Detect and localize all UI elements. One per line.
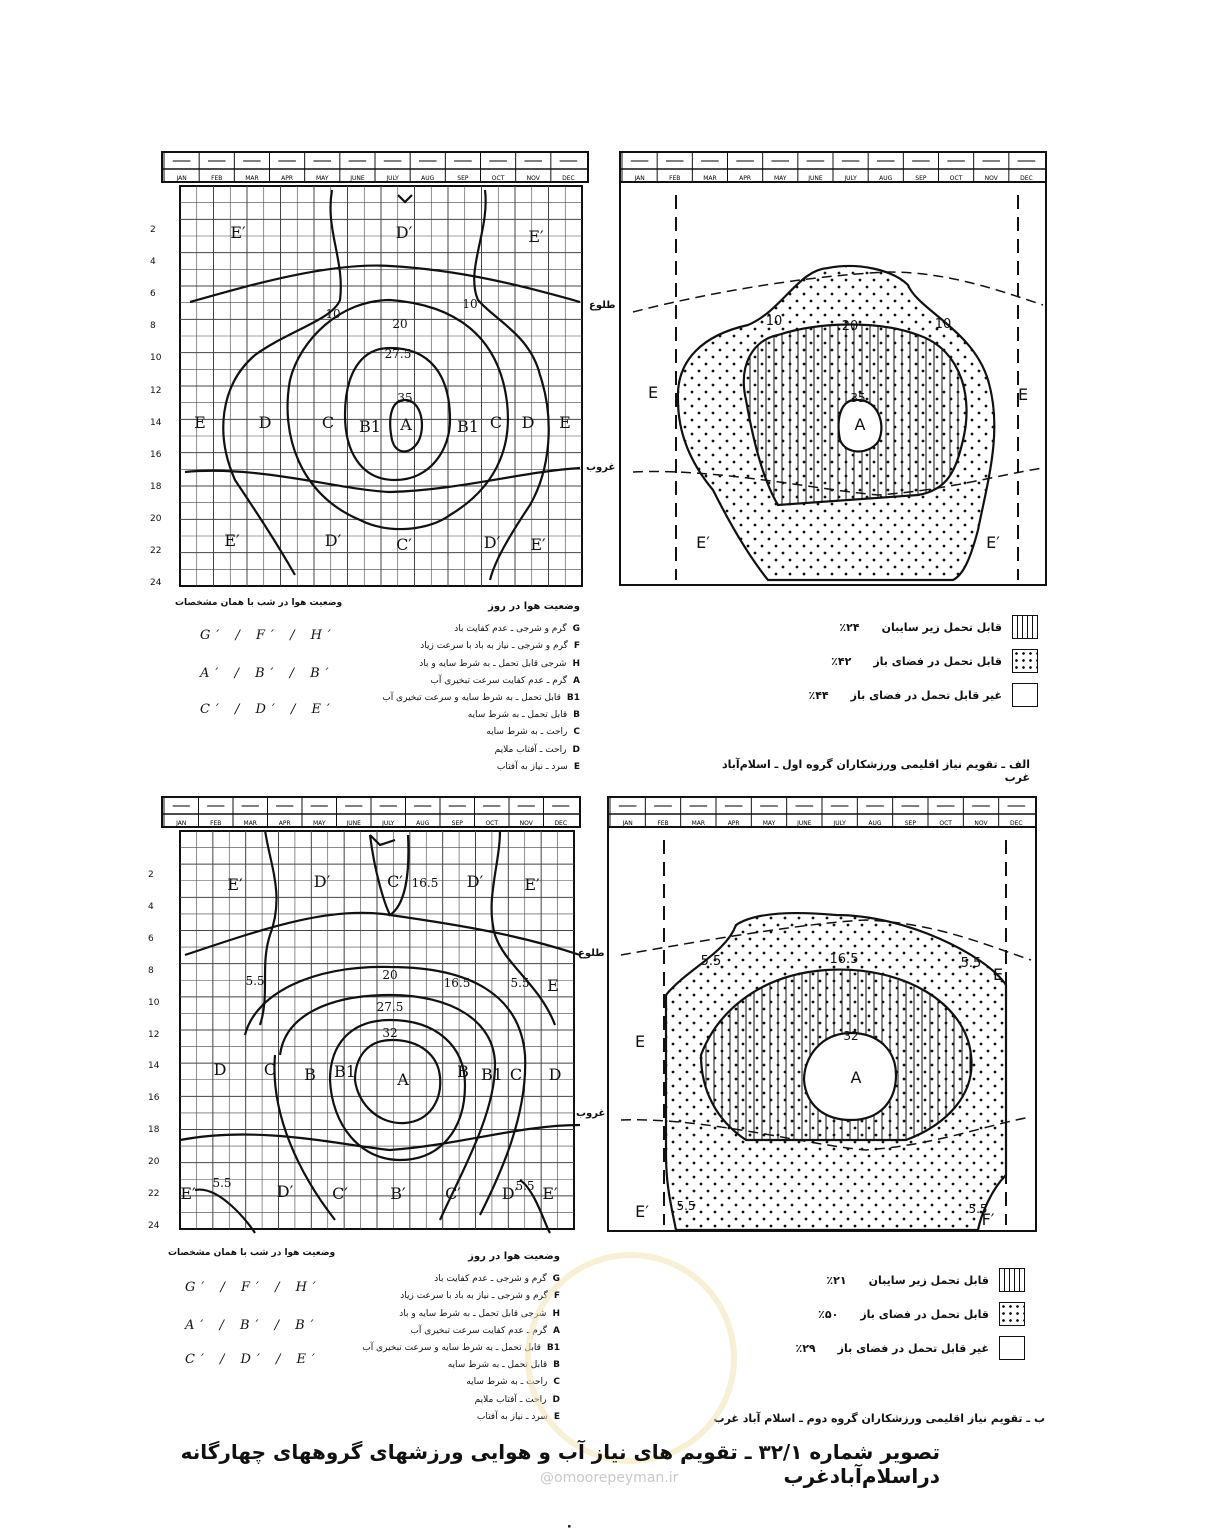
y-tick-label: 10 bbox=[148, 997, 160, 1008]
zone-label: A bbox=[397, 1070, 409, 1089]
contour-value: 5.5 bbox=[676, 1199, 696, 1213]
legend-text: قابل تحمل ـ به شرط سایه bbox=[447, 1360, 548, 1371]
sunset-label: غروب bbox=[576, 1108, 606, 1119]
contour-value: 16.5 bbox=[443, 976, 471, 990]
night-row-2: A′ / B′ / B′ bbox=[200, 666, 335, 681]
month-label: AUG bbox=[421, 175, 435, 182]
y-tick-label: 22 bbox=[148, 1189, 160, 1200]
sunrise-label: طلوع bbox=[578, 948, 605, 959]
page-number: ۰ bbox=[565, 1518, 574, 1534]
legend-code: B1 bbox=[546, 1343, 560, 1354]
key-swatch-vertical-lines bbox=[1012, 615, 1038, 639]
contour-value: 5.5 bbox=[700, 954, 722, 969]
month-label: FEB bbox=[210, 820, 222, 827]
section-caption: الف ـ تقویم نیاز اقلیمی ورزشکاران گروه اول ـ اسلام‌آباد غرب bbox=[722, 758, 1030, 784]
key-label: غیر قابل تحمل در فضای باز bbox=[837, 1341, 989, 1355]
night-row-2: A′ / B′ / B′ bbox=[185, 1318, 320, 1333]
y-tick-label: 18 bbox=[150, 481, 162, 492]
month-label: JULY bbox=[844, 175, 857, 182]
zone-label: C′ bbox=[445, 1184, 461, 1203]
day-legend-item bbox=[370, 621, 580, 638]
day-legend-item bbox=[370, 759, 580, 776]
legend-code: H bbox=[552, 1308, 560, 1319]
contour-line bbox=[190, 266, 580, 302]
y-tick-label: 24 bbox=[150, 578, 162, 588]
day-legend-item bbox=[370, 690, 580, 707]
zone-label: D′ bbox=[276, 1182, 294, 1201]
legend-code: E bbox=[573, 761, 580, 772]
y-tick-label: 4 bbox=[150, 257, 156, 268]
legend-text: راحت ـ به شرط سایه bbox=[486, 727, 568, 738]
zone-label: F′ bbox=[981, 1210, 995, 1229]
y-tick-label: 8 bbox=[148, 965, 154, 976]
zone-label: D′ bbox=[395, 223, 413, 242]
day-legend-header: وضعیت هوا در روز bbox=[468, 1251, 560, 1262]
contour-line bbox=[370, 835, 395, 845]
contour-value: 20 bbox=[841, 319, 859, 334]
key-label: غیر قابل تحمل در فضای باز bbox=[850, 688, 1002, 702]
zone-label: B1 bbox=[457, 417, 479, 436]
contour-line bbox=[185, 913, 580, 955]
month-label: JAN bbox=[176, 175, 187, 182]
day-legend bbox=[370, 598, 580, 776]
legend-text: گرم ـ عدم کفایت سرعت تبخیری آب bbox=[430, 675, 568, 686]
legend-text: راحت ـ آفتاب ملایم bbox=[494, 744, 567, 755]
month-label: FEB bbox=[669, 175, 681, 182]
legend-code: G bbox=[552, 1274, 560, 1285]
legend-text: گرم و شرجی ـ عدم کفایت باد bbox=[454, 624, 567, 635]
day-legend-item bbox=[370, 673, 580, 690]
y-axis-ticks-alef bbox=[150, 205, 170, 590]
contour-value: 5.5 bbox=[960, 956, 982, 971]
zone-label: D bbox=[213, 1060, 227, 1079]
sunset-label: غروب bbox=[586, 462, 616, 473]
day-legend-item bbox=[345, 1409, 560, 1426]
key-percent: ٪۵۰ bbox=[818, 1307, 839, 1321]
month-label: FEB bbox=[211, 175, 223, 182]
zone-label: A bbox=[400, 415, 412, 434]
contour-value: 5.5 bbox=[212, 1176, 232, 1190]
zone-label: B bbox=[457, 1062, 469, 1081]
zone-label: D′ bbox=[313, 872, 331, 891]
legend-text: شرجی قابل تحمل ـ به شرط سایه و باد bbox=[399, 1308, 547, 1319]
key-row bbox=[808, 649, 1038, 673]
key-swatch-vertical-lines bbox=[999, 1268, 1025, 1292]
zone-label: D bbox=[258, 413, 272, 432]
contour-value: 10 bbox=[934, 317, 952, 332]
key-percent: ٪۴۲ bbox=[831, 654, 852, 668]
zone-label: E′ bbox=[986, 533, 1000, 552]
contour-value: 20 bbox=[382, 968, 398, 982]
zone-label: E bbox=[194, 413, 206, 432]
month-label: MAR bbox=[245, 175, 259, 182]
y-tick-label: 14 bbox=[148, 1061, 160, 1072]
month-label: NOV bbox=[974, 820, 988, 827]
zone-label: E bbox=[647, 383, 659, 402]
y-tick-label: 16 bbox=[150, 449, 162, 460]
zone-label: E′ bbox=[530, 535, 546, 554]
day-legend-item bbox=[345, 1306, 560, 1323]
legend-code: G bbox=[572, 624, 580, 635]
day-legend-header: وضعیت هوا در روز bbox=[488, 601, 580, 612]
month-label: DEC bbox=[554, 820, 568, 827]
legend-code: F bbox=[573, 641, 580, 652]
legend-text: شرجی قابل تحمل ـ به شرط سایه و باد bbox=[419, 658, 567, 669]
contour-value: 5.5 bbox=[515, 1179, 535, 1193]
key-row bbox=[795, 1268, 1025, 1292]
zone-label: D bbox=[521, 413, 535, 432]
zone-label: C bbox=[489, 413, 503, 432]
month-label: JUNE bbox=[808, 175, 823, 182]
legend-text: گرم ـ عدم کفایت سرعت تبخیری آب bbox=[410, 1325, 548, 1336]
zone-label: C′ bbox=[396, 535, 412, 554]
contour-line bbox=[398, 195, 412, 202]
contour-value: 35 bbox=[397, 391, 413, 405]
month-label: JAN bbox=[176, 820, 187, 827]
zone-label: E′ bbox=[224, 531, 240, 550]
month-label: SEP bbox=[904, 820, 916, 827]
right-pattern-chart-be bbox=[606, 795, 1038, 1235]
day-legend-item bbox=[345, 1288, 560, 1305]
zone-label: D′ bbox=[324, 531, 342, 550]
month-label: SEP bbox=[915, 175, 927, 182]
key-row bbox=[795, 1302, 1025, 1326]
night-row-1: G′ / F′ / H′ bbox=[185, 1280, 322, 1295]
legend-code: H bbox=[572, 658, 580, 669]
month-label: DEC bbox=[1020, 175, 1033, 182]
month-label: APR bbox=[739, 175, 752, 182]
key-percent: ٪۲۹ bbox=[795, 1341, 816, 1355]
month-label: JULY bbox=[382, 820, 395, 827]
month-label: FEB bbox=[657, 820, 669, 827]
contour-line bbox=[474, 190, 549, 580]
month-label: JAN bbox=[634, 175, 645, 182]
legend-code: D bbox=[552, 1394, 560, 1405]
contour-value: 32 bbox=[382, 1026, 398, 1040]
key-percent: ٪۲۱ bbox=[826, 1273, 847, 1287]
month-label: AUG bbox=[416, 820, 430, 827]
legend-text: قابل تحمل ـ به شرط سایه bbox=[467, 710, 568, 721]
legend-code: C bbox=[573, 727, 580, 738]
legend-text: گرم و شرجی ـ نیاز به باد با سرعت زیاد bbox=[420, 641, 568, 652]
y-tick-label: 24 bbox=[148, 1221, 160, 1231]
month-label: MAR bbox=[691, 820, 706, 827]
month-label: APR bbox=[727, 820, 740, 827]
legend-text: قابل تحمل ـ به شرط سایه و سرعت تبخیری آب bbox=[382, 693, 561, 704]
zone-label: E bbox=[559, 413, 571, 432]
day-legend-item bbox=[370, 724, 580, 741]
y-tick-label: 16 bbox=[148, 1093, 160, 1104]
y-tick-label: 2 bbox=[150, 225, 156, 236]
month-label: APR bbox=[278, 820, 291, 827]
contour-value: 5.5 bbox=[968, 1202, 988, 1216]
zone-label: C bbox=[509, 1065, 523, 1084]
contour-value: 27.5 bbox=[376, 1000, 404, 1014]
y-tick-label: 12 bbox=[150, 385, 162, 396]
zone-label: B1 bbox=[481, 1065, 503, 1084]
zone-label: D′ bbox=[501, 1184, 519, 1203]
contour-line bbox=[185, 468, 580, 492]
zone-label: C bbox=[321, 413, 335, 432]
month-label: JAN bbox=[622, 820, 633, 827]
legend-code: F bbox=[553, 1291, 560, 1302]
month-label: SEP bbox=[451, 820, 463, 827]
month-label: NOV bbox=[984, 175, 998, 182]
month-label: OCT bbox=[491, 175, 505, 182]
y-tick-label: 22 bbox=[150, 545, 162, 556]
contour-value: 16.5 bbox=[411, 876, 439, 890]
watermark-logo bbox=[525, 1252, 737, 1464]
legend-code: D bbox=[572, 744, 580, 755]
y-tick-label: 2 bbox=[148, 869, 154, 880]
month-label: MAR bbox=[243, 820, 257, 827]
night-row-3: C′ / D′ / E′ bbox=[200, 702, 337, 717]
zone-label: E′ bbox=[227, 875, 243, 894]
contour-value: 35 bbox=[850, 391, 866, 405]
y-tick-label: 8 bbox=[150, 321, 156, 332]
night-row-1: G′ / F′ / H′ bbox=[200, 628, 337, 643]
contour-value: 27.5 bbox=[384, 347, 412, 361]
key-row bbox=[795, 1336, 1025, 1360]
zone-label: B′ bbox=[390, 1184, 406, 1203]
key-swatch-empty bbox=[1012, 683, 1038, 707]
left-grid-svg-be bbox=[160, 795, 582, 1233]
zone-label: B1 bbox=[334, 1062, 356, 1081]
zone-label: D bbox=[548, 1065, 562, 1084]
legend-code: A bbox=[553, 1325, 560, 1336]
key-label: قابل تحمل در فضای باز bbox=[860, 1307, 989, 1321]
month-label: OCT bbox=[939, 820, 952, 827]
month-label: AUG bbox=[868, 820, 882, 827]
right-pattern-svg-alef bbox=[618, 150, 1048, 590]
key-percent: ٪۴۴ bbox=[808, 688, 829, 702]
zone-label: C bbox=[263, 1060, 277, 1079]
legend-code: B bbox=[553, 1360, 560, 1371]
key-swatch-empty bbox=[999, 1336, 1025, 1360]
zone-label: E′ bbox=[180, 1184, 196, 1203]
month-label: DEC bbox=[562, 175, 575, 182]
key-row bbox=[808, 683, 1038, 707]
y-tick-label: 20 bbox=[148, 1157, 160, 1168]
month-label: JUNE bbox=[346, 820, 361, 827]
contour-value: 5.5 bbox=[245, 974, 265, 988]
month-label: NOV bbox=[519, 820, 533, 827]
month-label: MAY bbox=[313, 820, 326, 827]
zone-label: B bbox=[304, 1065, 316, 1084]
contour-value: 10 bbox=[462, 297, 478, 311]
legend-code: E bbox=[553, 1411, 560, 1422]
zone-label: D′ bbox=[466, 872, 484, 891]
month-label: JUNE bbox=[350, 175, 365, 182]
contour-line bbox=[492, 830, 555, 1025]
key-swatch-dots bbox=[1012, 649, 1038, 673]
zone-label: C′ bbox=[332, 1184, 348, 1203]
y-tick-label: 20 bbox=[150, 513, 162, 524]
contour-value: 16.5 bbox=[829, 952, 859, 967]
left-grid-chart-be bbox=[148, 795, 582, 1233]
legend-code: B bbox=[573, 710, 580, 721]
legend-text: قابل تحمل ـ به شرط سایه و سرعت تبخیری آب bbox=[362, 1343, 541, 1354]
month-label: APR bbox=[281, 175, 294, 182]
legend-text: گرم و شرجی ـ نیاز به باد با سرعت زیاد bbox=[400, 1291, 548, 1302]
contour-value: 5.5 bbox=[510, 976, 530, 990]
night-row-3: C′ / D′ / E′ bbox=[185, 1352, 322, 1367]
month-label: MAY bbox=[774, 175, 787, 182]
legend-text: راحت ـ به شرط سایه bbox=[466, 1377, 548, 1388]
month-label: SEP bbox=[457, 175, 469, 182]
legend-text: سرد ـ نیاز به آفتاب bbox=[476, 1411, 548, 1422]
day-legend-item bbox=[370, 707, 580, 724]
zone-label: E bbox=[1017, 385, 1029, 404]
y-tick-label: 18 bbox=[148, 1125, 160, 1136]
day-legend-item bbox=[370, 656, 580, 673]
left-grid-chart-alef bbox=[150, 150, 590, 590]
y-tick-label: 6 bbox=[148, 933, 154, 944]
month-label: MAR bbox=[703, 175, 717, 182]
zone-label: A bbox=[850, 1068, 862, 1087]
day-legend-item bbox=[370, 742, 580, 759]
key-label: قابل تحمل در فضای باز bbox=[873, 654, 1002, 668]
zone-label: A bbox=[854, 415, 866, 434]
y-tick-label: 6 bbox=[150, 289, 156, 300]
legend-code: C bbox=[553, 1377, 560, 1388]
legend-text: سرد ـ نیاز به آفتاب bbox=[496, 761, 568, 772]
right-pattern-svg-be bbox=[606, 795, 1038, 1235]
month-label: JULY bbox=[386, 175, 399, 182]
contour-value: 32 bbox=[843, 1029, 859, 1043]
legend-code: B1 bbox=[566, 693, 580, 704]
zone-label: E′ bbox=[542, 1184, 558, 1203]
left-grid-svg-alef bbox=[160, 150, 590, 590]
zone-label: E′ bbox=[635, 1202, 649, 1221]
zone-label: E′ bbox=[696, 533, 710, 552]
y-tick-label: 14 bbox=[150, 417, 162, 428]
night-legend-header: وضعیت هوا در شب با همان مشخصات bbox=[168, 1248, 336, 1258]
watermark-url: @omoorepeyman.ir bbox=[540, 1470, 679, 1486]
legend-text: راحت ـ آفتاب ملایم bbox=[474, 1394, 547, 1405]
day-legend-item bbox=[345, 1271, 560, 1288]
y-tick-label: 12 bbox=[148, 1029, 160, 1040]
month-label: JUNE bbox=[797, 820, 812, 827]
zone-label: E bbox=[634, 1032, 646, 1051]
sunrise-label: طلوع bbox=[589, 300, 616, 311]
zone-label: D′ bbox=[483, 533, 501, 552]
day-legend-item bbox=[345, 1392, 560, 1409]
legend-text: گرم و شرجی ـ عدم کفایت باد bbox=[434, 1274, 547, 1285]
legend-code: A bbox=[573, 675, 580, 686]
key-percent: ٪۲۴ bbox=[839, 620, 860, 634]
section-caption: ب ـ تقویم نیاز اقلیمی ورزشکاران گروه دوم ـ اسلام آباد غرب bbox=[713, 1412, 1045, 1425]
y-tick-label: 4 bbox=[148, 901, 154, 912]
day-legend-item bbox=[370, 638, 580, 655]
contour-value: 20 bbox=[392, 317, 408, 331]
key-row bbox=[808, 615, 1038, 639]
key-swatch-dots bbox=[999, 1302, 1025, 1326]
month-label: JULY bbox=[833, 820, 846, 827]
month-label: DEC bbox=[1010, 820, 1023, 827]
zone-label: E′ bbox=[524, 875, 540, 894]
month-label: MAY bbox=[762, 820, 776, 827]
contour-value: 10 bbox=[325, 307, 341, 321]
zone-label: E′ bbox=[528, 227, 544, 246]
figure-caption: تصویر شماره ۳۲/۱ ـ تقویم های نیاز آب و هوایی ورزشهای گروههای چهارگانه دراسلام‌آبادغرب bbox=[180, 1440, 940, 1488]
zone-label: E bbox=[992, 965, 1004, 984]
month-label: OCT bbox=[949, 175, 963, 182]
y-axis-ticks-be bbox=[148, 850, 168, 1233]
contour-line bbox=[223, 190, 341, 575]
key-label: قابل تحمل زیر سایبان bbox=[868, 1273, 989, 1287]
zone-label: E′ bbox=[230, 223, 246, 242]
month-label: NOV bbox=[526, 175, 540, 182]
zone-label: E bbox=[547, 976, 559, 995]
night-legend-header: وضعیت هوا در شب با همان مشخصات bbox=[175, 598, 343, 608]
month-label: AUG bbox=[879, 175, 893, 182]
y-tick-label: 10 bbox=[150, 353, 162, 364]
zone-label: C′ bbox=[387, 872, 403, 891]
month-label: OCT bbox=[485, 820, 499, 827]
month-label: MAY bbox=[316, 175, 329, 182]
key-label: قابل تحمل زیر سایبان bbox=[881, 620, 1002, 634]
zone-label: B1 bbox=[359, 417, 381, 436]
right-pattern-chart-alef bbox=[618, 150, 1048, 590]
contour-value: 10 bbox=[765, 314, 783, 329]
